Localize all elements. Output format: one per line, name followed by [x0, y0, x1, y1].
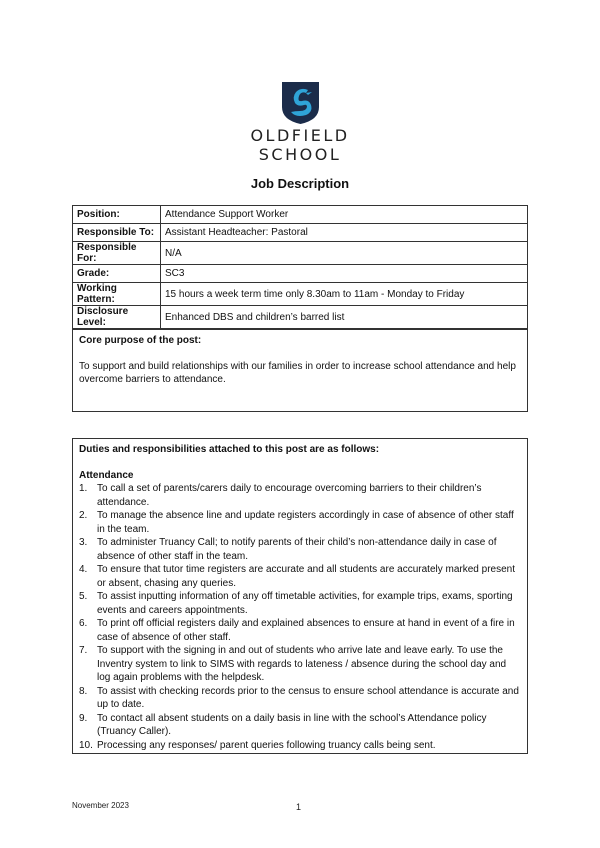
table-row: [73, 224, 528, 242]
item-number: 2.: [79, 510, 88, 521]
core-purpose-text: To support and build relationships with our families in order to increase school attendance and help overcome barriers to attendance.: [79, 360, 516, 385]
core-purpose-heading: Core purpose of the post:: [79, 335, 202, 346]
page-number: 1: [296, 802, 302, 812]
job-info-table: [72, 205, 528, 329]
duties-list: [79, 482, 521, 752]
table-row: [73, 265, 528, 283]
item-number: 8.: [79, 685, 88, 697]
row-label: Position:: [73, 206, 161, 224]
item-number: 4.: [79, 564, 88, 575]
row-value: Assistant Headteacher: Pastoral: [161, 224, 528, 242]
item-number: 3.: [79, 537, 88, 548]
item-text: To support with the signing in and out of students who arrive late and leave early. To use the Inventry system to link to SIMS with regards to lateness / absence during the school day and log again problems with the helpdesk.: [97, 645, 507, 683]
row-value: SC3: [161, 265, 528, 283]
row-label: Disclosure Level:: [73, 306, 161, 329]
item-number: 6.: [79, 618, 88, 629]
table-row: [73, 206, 528, 224]
table-row: [73, 242, 528, 265]
list-item: [79, 644, 521, 685]
footer-date: November 2023: [72, 801, 129, 810]
item-text: To manage the absence line and update registers accordingly in case of absence of other staff in the team.: [97, 510, 514, 535]
row-value: 15 hours a week term time only 8.30am to 11am - Monday to Friday: [161, 283, 528, 306]
school-name-line1: OLDFIELD: [250, 126, 350, 145]
item-number: 1.: [79, 483, 88, 494]
table-row: [73, 306, 528, 329]
list-item: [79, 712, 521, 739]
list-item: [79, 536, 521, 563]
row-label: Grade:: [73, 265, 161, 283]
item-number: 9.: [79, 712, 88, 724]
table-row: [73, 283, 528, 306]
core-purpose-box: [72, 329, 528, 412]
item-number: 7.: [79, 645, 88, 656]
item-number: 5.: [79, 591, 88, 602]
row-label: Responsible To:: [73, 224, 161, 242]
duties-heading: Duties and responsibilities attached to this post are as follows:: [79, 444, 380, 455]
item-text: To assist with checking records prior to the census to ensure school attendance is accurate and up to date.: [97, 685, 519, 710]
duties-box: [72, 438, 528, 754]
duties-subheading: Attendance: [79, 469, 134, 481]
row-label: Responsible For:: [73, 242, 161, 265]
list-item: [79, 739, 521, 753]
row-value: N/A: [161, 242, 528, 265]
item-text: Processing any responses/ parent queries following truancy calls being sent.: [97, 739, 436, 751]
item-text: To contact all absent students on a daily basis in line with the school’s Attendance policy (Truancy Caller).: [97, 712, 487, 737]
row-value: Attendance Support Worker: [161, 206, 528, 224]
list-item: [79, 617, 521, 644]
list-item: [79, 685, 521, 712]
list-item: [79, 590, 521, 617]
item-text: To print off official registers daily and explained absences to ensure at hand in event of a fire in case of absence of other staff.: [97, 618, 515, 643]
list-item: [79, 509, 521, 536]
row-label: Working Pattern:: [73, 283, 161, 306]
row-value: Enhanced DBS and children’s barred list: [161, 306, 528, 329]
school-name-line2: SCHOOL: [258, 145, 342, 164]
list-item: [79, 482, 521, 509]
item-text: To ensure that tutor time registers are accurate and all students are accurately marked present or absent, chasing any queries.: [97, 564, 515, 589]
item-text: To assist inputting information of any off timetable activities, for example trips, exams, sporting events and careers appointments.: [97, 591, 513, 616]
item-text: To administer Truancy Call; to notify parents of their child’s non-attendance daily in case of absence of other staff in the team.: [97, 537, 497, 562]
list-item: [79, 563, 521, 590]
school-crest-logo: [282, 82, 319, 124]
item-text: To call a set of parents/carers daily to encourage overcoming barriers to their children’s attendance.: [97, 483, 482, 508]
item-number: 10.: [79, 739, 93, 751]
document-title: Job Description: [250, 176, 350, 191]
